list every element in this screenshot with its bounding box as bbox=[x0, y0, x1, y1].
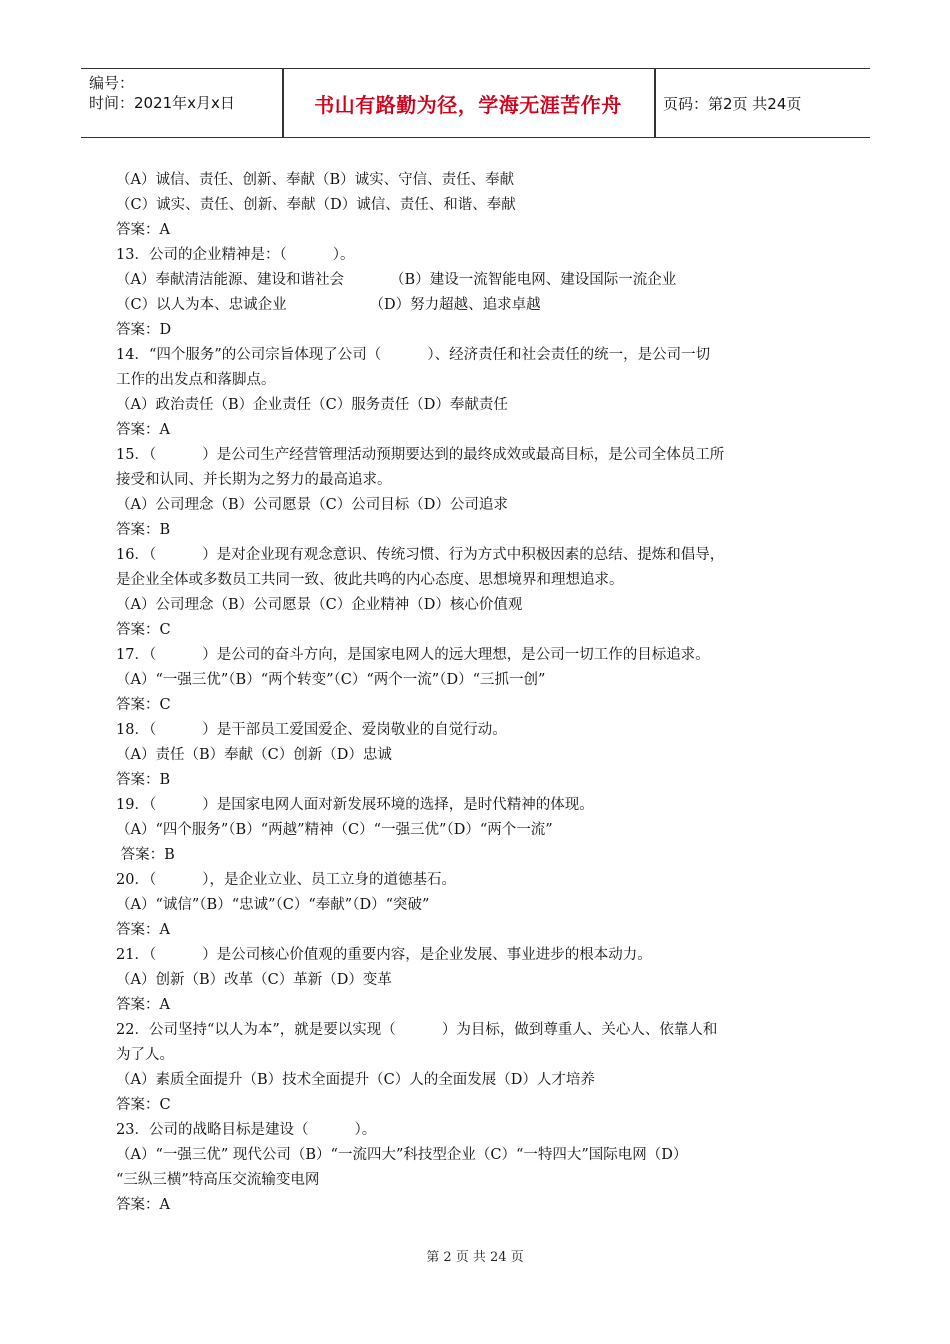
text-line: 工作的出发点和落脚点。 bbox=[116, 372, 276, 388]
text-line: （C）诚实、责任、创新、奉献（D）诚信、责任、和谐、奉献 bbox=[116, 197, 516, 213]
text-line: 23．公司的战略目标是建设（ ）。 bbox=[116, 1122, 377, 1138]
text-line: （A）创新（B）改革（C）革新（D）变革 bbox=[116, 972, 392, 988]
text-line: （A）“一强三优”（B）“两个转变”（C）“两个一流”（D）“三抓一创” bbox=[116, 672, 546, 688]
text-line: （A）政治责任（B）企业责任（C）服务责任（D）奉献责任 bbox=[116, 397, 508, 413]
text-line: 22．公司坚持“以人为本”，就是要以实现（ ）为目标，做到尊重人、关心人、依靠人和 bbox=[116, 1022, 718, 1038]
text-line: 17．（ ）是公司的奋斗方向，是国家电网人的远大理想，是公司一切工作的目标追求。 bbox=[116, 647, 710, 663]
text-line: （A）“诚信”（B）“忠诚”（C）“奉献”（D）“突破” bbox=[116, 897, 430, 913]
document-number-label: 编号： bbox=[89, 74, 135, 92]
text-line: 是企业全体或多数员工共同一致、彼此共鸣的内心态度、思想境界和理想追求。 bbox=[116, 572, 624, 588]
text-line: 答案：C bbox=[116, 1097, 171, 1113]
text-line: 答案：A bbox=[116, 222, 170, 238]
text-line: （A）诚信、责任、创新、奉献（B）诚实、守信、责任、奉献 bbox=[116, 172, 515, 188]
text-line: 答案：A bbox=[116, 997, 170, 1013]
page-header bbox=[81, 68, 870, 138]
question-list bbox=[116, 168, 846, 1218]
text-line: （A）奉献清洁能源、建设和谐社会 （B）建设一流智能电网、建设国际一流企业 bbox=[116, 272, 677, 288]
text-line: 19．（ ）是国家电网人面对新发展环境的选择，是时代精神的体现。 bbox=[116, 797, 594, 813]
text-line: 答案：A bbox=[116, 1197, 170, 1213]
text-line: 16．（ ）是对企业现有观念意识、传统习惯、行为方式中积极因素的总结、提炼和倡导， bbox=[116, 547, 725, 563]
text-line: （A）公司理念（B）公司愿景（C）公司目标（D）公司追求 bbox=[116, 497, 508, 513]
page-footer: 第 2 页 共 24 页 bbox=[426, 1250, 524, 1265]
text-line: 答案：A bbox=[116, 422, 170, 438]
text-line: （C）以人为本、忠诚企业 （D）努力超越、追求卓越 bbox=[116, 297, 541, 313]
text-line: 答案：B bbox=[116, 772, 171, 788]
header-divider-right bbox=[654, 69, 656, 137]
text-line: 20．（ ），是企业立业、员工立身的道德基石。 bbox=[116, 872, 457, 888]
text-line: （A）“一强三优” 现代公司（B）“一流四大”科技型企业（C）“一特四大”国际电网（D） bbox=[116, 1147, 688, 1163]
text-line: 为了人。 bbox=[116, 1047, 174, 1063]
text-line: 14．“四个服务”的公司宗旨体现了公司（ ）、经济责任和社会责任的统一，是公司一切 bbox=[116, 347, 711, 363]
text-line: （A）责任（B）奉献（C）创新（D）忠诚 bbox=[116, 747, 392, 763]
text-line: 答案：B bbox=[116, 522, 171, 538]
text-line: 15．（ ）是公司生产经营管理活动预期要达到的最终成效或最高目标，是公司全体员工所 bbox=[116, 447, 725, 463]
text-line: 接受和认同、并长期为之努力的最高追求。 bbox=[116, 472, 392, 488]
text-line: 答案：D bbox=[116, 322, 172, 338]
text-line: （A）素质全面提升（B）技术全面提升（C）人的全面发展（D）人才培养 bbox=[116, 1072, 595, 1088]
text-line: 答案：A bbox=[116, 922, 170, 938]
text-line: （A）公司理念（B）公司愿景（C）企业精神（D）核心价值观 bbox=[116, 597, 523, 613]
header-meta bbox=[89, 73, 235, 113]
header-page-info: 页码：第2页 共24页 bbox=[663, 94, 802, 113]
text-line: 答案：C bbox=[116, 622, 171, 638]
text-line: 答案：B bbox=[116, 847, 175, 863]
text-line: 13．公司的企业精神是：（ ）。 bbox=[116, 247, 355, 263]
text-line: “三纵三横”特高压交流输变电网 bbox=[116, 1172, 320, 1188]
text-line: （A）“四个服务”（B）“两越”精神（C）“一强三优”（D）“两个一流” bbox=[116, 822, 553, 838]
text-line: 18．（ ）是干部员工爱国爱企、爱岗敬业的自觉行动。 bbox=[116, 722, 507, 738]
text-line: 21．（ ）是公司核心价值观的重要内容，是企业发展、事业进步的根本动力。 bbox=[116, 947, 652, 963]
header-motto: 书山有路勤为径，学海无涯苦作舟 bbox=[314, 92, 622, 117]
text-line: 答案：C bbox=[116, 697, 171, 713]
document-time-label: 时间：2021年x月x日 bbox=[89, 94, 235, 112]
